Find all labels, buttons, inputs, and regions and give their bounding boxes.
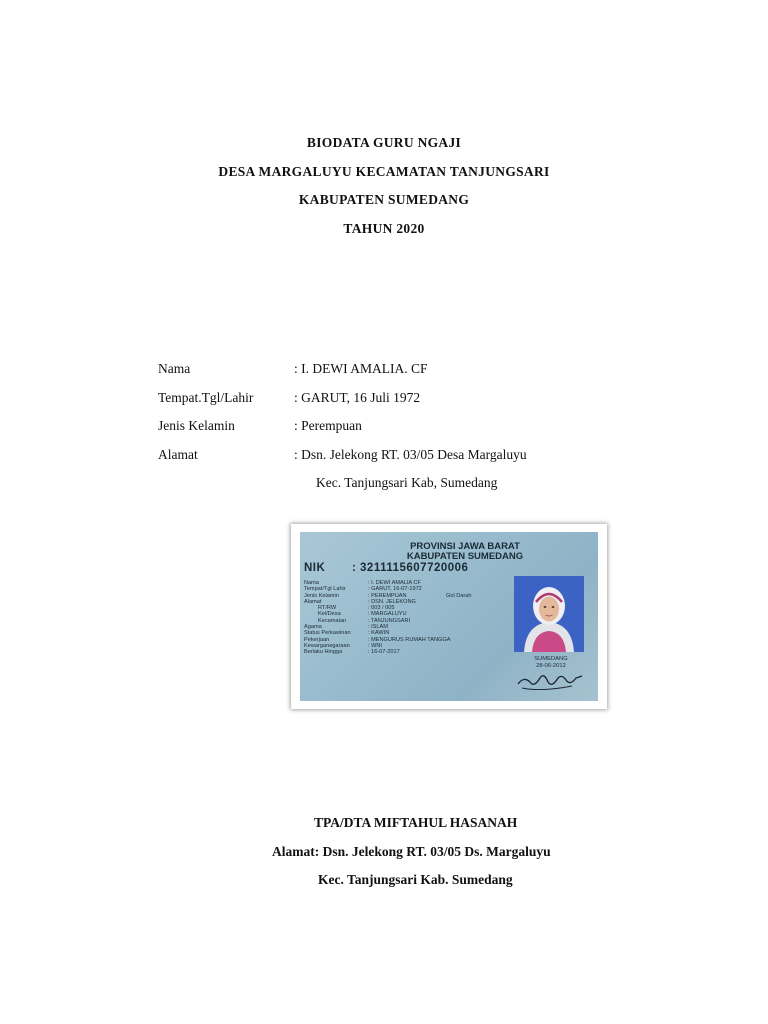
- id-card: [300, 532, 598, 701]
- biodata-label: Tempat.Tgl/Lahir: [158, 389, 254, 405]
- field-label: Agama: [304, 624, 322, 631]
- document-header: [0, 134, 768, 248]
- field-label: Nama: [304, 580, 319, 586]
- biodata-label: Nama: [158, 361, 191, 376]
- header-village: DESA MARGALUYU KECAMATAN TANJUNGSARI: [218, 163, 550, 179]
- signature-graphic: [512, 666, 592, 694]
- field-value: : TANJUNGSARI: [368, 617, 411, 624]
- institution-district: Kec. Tanjungsari Kab. Sumedang: [318, 872, 513, 887]
- field-label: Jenis Kelamin: [304, 592, 339, 599]
- nik-value: : 3211115607720006: [352, 562, 469, 574]
- header-regency: KABUPATEN SUMEDANG: [298, 192, 470, 207]
- id-card-photo: [291, 524, 607, 709]
- biodata-label: Jenis Kelamin: [158, 418, 235, 433]
- field-value: : WNI: [368, 642, 382, 649]
- id-card-header: [360, 542, 570, 562]
- field-label: Pekerjaan: [304, 636, 330, 643]
- institution-name: TPA/DTA MIFTAHUL HASANAH: [314, 815, 518, 830]
- field-value: : MARGALUYU: [368, 611, 407, 618]
- nik-label: NIK: [304, 562, 326, 574]
- field-value: : KAWIN: [368, 630, 390, 637]
- field-label: Kewarganegaraan: [304, 642, 350, 649]
- field-label: Tempat/Tgl Lahir: [304, 586, 346, 593]
- field-value: : GARUT, 16-07-1972: [368, 586, 422, 593]
- field-value: : PEREMPUAN: [368, 592, 407, 599]
- institution-address: Alamat: Dsn. Jelekong RT. 03/05 Ds. Margaluyu: [272, 843, 551, 859]
- portrait-photo: [514, 576, 584, 652]
- field-value: : I. DEWI AMALIA CF: [368, 580, 421, 586]
- id-card-fields: [304, 580, 514, 656]
- issue-date: 28-06-2012: [536, 662, 566, 669]
- field-label: Berlaku Hingga: [304, 649, 343, 656]
- document-title: BIODATA GURU NGAJI: [306, 135, 462, 150]
- field-label: RT/RW: [318, 605, 337, 612]
- id-card-regency: KABUPATEN SUMEDANG: [406, 551, 524, 562]
- field-value: : 003 / 005: [368, 605, 395, 612]
- field-value: : ISLAM: [368, 624, 388, 631]
- address-continuation: Kec. Tanjungsari Kab, Sumedang: [316, 475, 498, 490]
- biodata-value: : GARUT, 16 Juli 1972: [294, 389, 421, 405]
- field-value: : MENGURUS RUMAH TANGGA: [368, 636, 451, 643]
- portrait-illustration: [514, 576, 584, 652]
- id-card-field: [304, 649, 514, 655]
- biodata-label: Alamat: [158, 446, 198, 462]
- field-label: Alamat: [304, 598, 322, 605]
- id-card-nik: [304, 562, 468, 574]
- field-label: Kecamatan: [318, 617, 347, 624]
- header-year: TAHUN 2020: [343, 220, 425, 236]
- field-value: : 16-07-2017: [368, 649, 400, 656]
- id-card-province: PROVINSI JAWA BARAT: [410, 541, 520, 552]
- issue-place: SUMEDANG: [534, 656, 568, 662]
- field-label: Status Perkawinan: [304, 630, 351, 637]
- field-label: Kel/Desa: [318, 611, 341, 618]
- biodata-value: : Perempuan: [294, 418, 362, 433]
- biodata-value: : Dsn. Jelekong RT. 03/05 Desa Margaluyu: [294, 446, 527, 462]
- field-value: : DSN. JELEKONG: [368, 598, 416, 605]
- biodata-value: : I. DEWI AMALIA. CF: [294, 361, 428, 376]
- field-extra: Gol Darah: [446, 592, 472, 599]
- institution-footer: [0, 814, 768, 900]
